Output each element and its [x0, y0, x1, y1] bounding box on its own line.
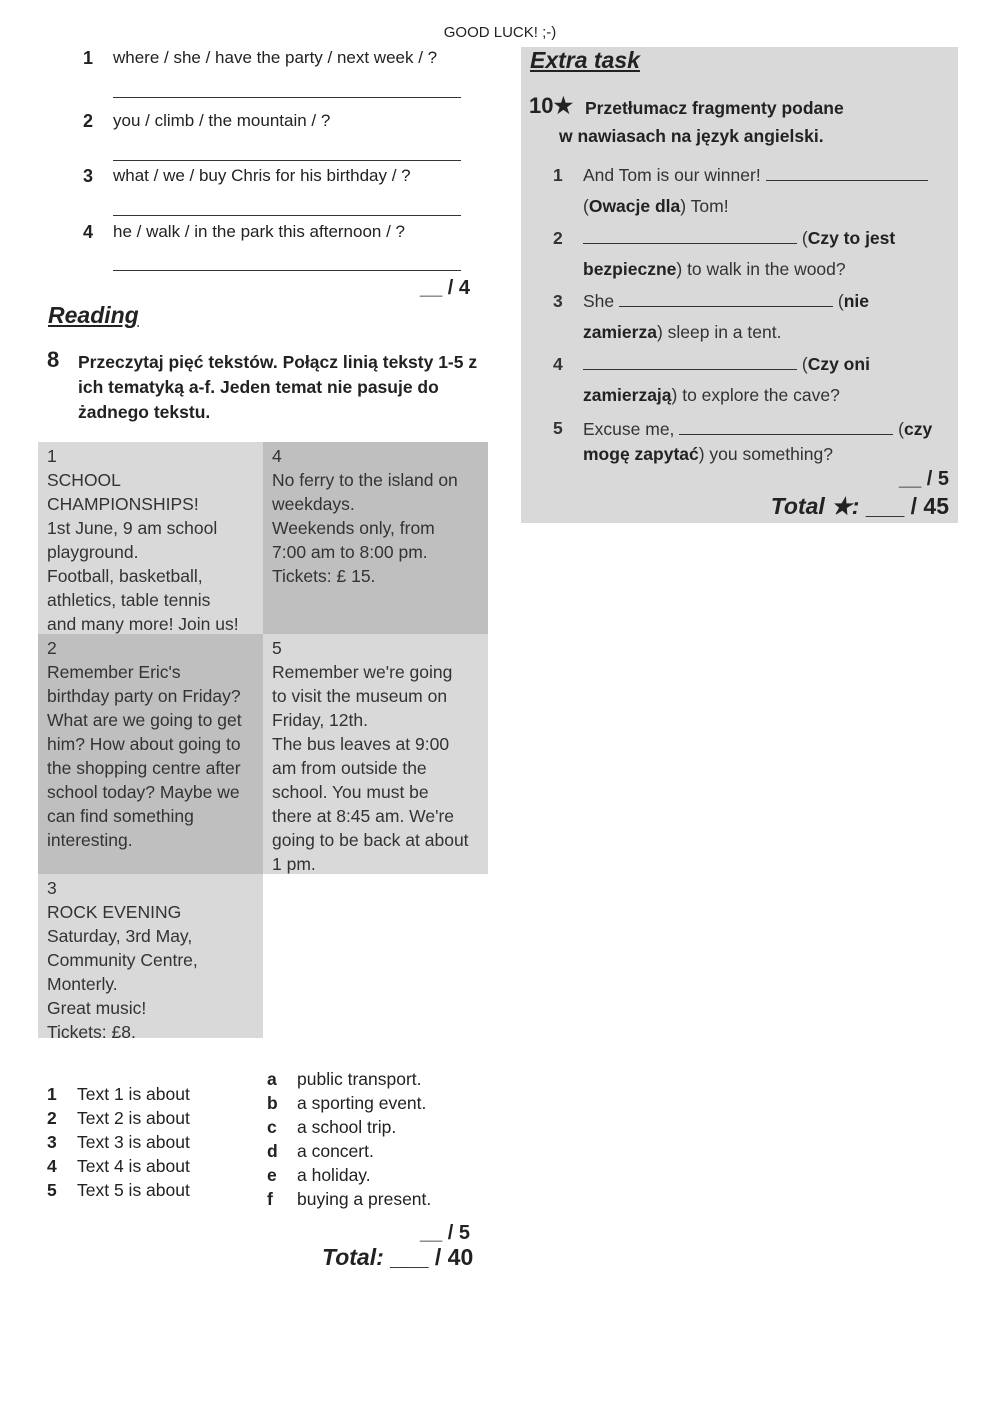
text-line: Remember we're going	[272, 662, 453, 682]
item-text: (	[797, 228, 808, 248]
task-number: 10	[529, 93, 554, 118]
text-line: The bus leaves at 9:00	[272, 734, 450, 754]
total-label: Total ★:	[770, 493, 860, 519]
text-line: athletics, table tennis	[47, 590, 211, 610]
text-box-3	[38, 874, 263, 1042]
item-text: ) you something?	[698, 444, 833, 464]
match-number: 3	[47, 1132, 57, 1152]
match-row-2	[47, 1108, 190, 1129]
polish-phrase: zamierzają	[583, 385, 672, 405]
item-text: ) Tom!	[680, 196, 729, 216]
text-box-5	[263, 634, 488, 874]
polish-phrase: Czy oni	[807, 354, 870, 374]
task-number-10	[529, 93, 573, 119]
option-a	[267, 1069, 422, 1090]
answer-blank[interactable]	[583, 351, 797, 370]
option-letter: c	[267, 1117, 277, 1137]
item-number: 5	[553, 418, 563, 438]
polish-phrase: mogę zapytać	[583, 444, 699, 464]
option-text: a concert.	[297, 1141, 374, 1161]
text-line: to visit the museum on	[272, 686, 448, 706]
item-text: Excuse me,	[583, 419, 680, 439]
extra-item-1	[553, 160, 953, 224]
extra-task-panel	[521, 47, 958, 523]
score-task-10: __ / 5	[898, 468, 949, 490]
answer-line[interactable]	[113, 270, 461, 271]
text-line: Friday, 12th.	[272, 710, 368, 730]
extra-item-5	[553, 413, 953, 469]
text-line: can find something	[47, 806, 194, 826]
total-label: Total:	[322, 1244, 384, 1270]
score-task-8: __ / 5	[419, 1222, 470, 1244]
match-text: Text 1 is about	[77, 1084, 190, 1104]
text-line: him? How about going to	[47, 734, 241, 754]
text-line: What are we going to get	[47, 710, 242, 730]
option-b	[267, 1093, 426, 1114]
match-text: Text 5 is about	[77, 1180, 190, 1200]
text-line: going to be back at about	[272, 830, 469, 850]
text-line: CHAMPIONSHIPS!	[47, 494, 199, 514]
item-text: (	[833, 291, 844, 311]
text-line: school today? Maybe we	[47, 782, 240, 802]
question-number: 1	[83, 48, 94, 68]
text-line: No ferry to the island on	[272, 470, 458, 490]
text-line: am from outside the	[272, 758, 427, 778]
text-line: 7:00 am to 8:00 pm.	[272, 542, 428, 562]
extra-item-3	[553, 286, 953, 350]
question-text: he / walk / in the park this afternoon / ?	[113, 222, 405, 241]
text-line: Saturday, 3rd May,	[47, 926, 193, 946]
answer-line[interactable]	[113, 215, 461, 216]
extra-item-4	[553, 349, 953, 413]
match-row-4	[47, 1156, 190, 1177]
item-text: ) sleep in a tent.	[656, 322, 782, 342]
text-number: 4	[272, 446, 282, 466]
text-box-2	[38, 634, 263, 874]
option-text: a sporting event.	[297, 1093, 427, 1113]
star-icon: ★	[553, 93, 574, 118]
option-letter: a	[267, 1069, 277, 1089]
option-text: public transport.	[297, 1069, 422, 1089]
polish-phrase: zamierza	[583, 322, 657, 342]
answer-blank[interactable]	[679, 416, 893, 435]
text-line: Community Centre,	[47, 950, 198, 970]
item-text: (	[583, 196, 589, 216]
match-text: Text 3 is about	[77, 1132, 190, 1152]
item-number: 2	[553, 228, 563, 248]
text-box-1	[38, 442, 263, 634]
item-text: And Tom is our winner!	[583, 165, 766, 185]
match-row-1	[47, 1084, 190, 1105]
question-text: where / she / have the party / next week / ?	[113, 48, 438, 67]
polish-phrase: Czy to jest	[807, 228, 896, 248]
item-text: (	[797, 354, 808, 374]
option-d	[267, 1141, 374, 1162]
text-line: Tickets: £ 15.	[272, 566, 376, 586]
text-line: Tickets: £8.	[47, 1022, 136, 1042]
item-text: ) to explore the cave?	[671, 385, 840, 405]
item-text: (	[893, 419, 904, 439]
polish-phrase: Owacje dla	[588, 196, 681, 216]
text-line: Football, basketball,	[47, 566, 203, 586]
answer-blank[interactable]	[619, 288, 833, 307]
match-text: Text 2 is about	[77, 1108, 190, 1128]
item-text: She	[583, 291, 619, 311]
polish-phrase: bezpieczne	[583, 259, 677, 279]
text-line: the shopping centre after	[47, 758, 241, 778]
match-text: Text 4 is about	[77, 1156, 190, 1176]
match-row-5	[47, 1180, 190, 1201]
extra-instruction-line-1: Przetłumacz fragmenty podane	[585, 98, 844, 118]
answer-blank[interactable]	[583, 225, 797, 244]
match-number: 2	[47, 1108, 57, 1128]
reading-instruction: Przeczytaj pięć tekstów. Połącz linią teksty 1-5 z ich tematyką a-f. Jeden temat nie pasuje do żadnego tekstu.	[78, 352, 478, 422]
option-e	[267, 1165, 371, 1186]
text-line: birthday party on Friday?	[47, 686, 241, 706]
text-line: interesting.	[47, 830, 133, 850]
extra-item-2	[553, 223, 953, 287]
text-line: school. You must be	[272, 782, 429, 802]
question-number: 4	[83, 222, 94, 242]
answer-line[interactable]	[113, 97, 461, 98]
item-number: 3	[553, 291, 563, 311]
page-header: GOOD LUCK! ;-)	[443, 24, 557, 41]
item-text: ) to walk in the wood?	[676, 259, 846, 279]
text-number: 3	[47, 878, 57, 898]
question-number: 3	[83, 166, 94, 186]
extra-total-row	[771, 493, 949, 520]
score-task-7: __ / 4	[419, 277, 470, 299]
text-number: 1	[47, 446, 57, 466]
match-number: 4	[47, 1156, 57, 1176]
text-line: ROCK EVENING	[47, 902, 182, 922]
text-line: weekdays.	[272, 494, 355, 514]
question-number: 2	[83, 111, 94, 131]
option-text: a holiday.	[297, 1165, 371, 1185]
text-number: 2	[47, 638, 57, 658]
extra-task-title: Extra task	[530, 47, 640, 73]
polish-phrase: nie	[843, 291, 869, 311]
option-f	[267, 1189, 431, 1210]
match-number: 1	[47, 1084, 57, 1104]
item-number: 1	[553, 165, 563, 185]
text-line: playground.	[47, 542, 139, 562]
text-line: 1st June, 9 am school	[47, 518, 218, 538]
task-number-8: 8	[47, 347, 60, 372]
extra-instruction-line-2: w nawiasach na język angielski.	[559, 126, 824, 146]
question-text: what / we / buy Chris for his birthday / ?	[113, 166, 411, 185]
match-number: 5	[47, 1180, 57, 1200]
total-value: ___ / 40	[390, 1244, 474, 1270]
text-box-4	[263, 442, 488, 634]
text-line: there at 8:45 am. We're	[272, 806, 454, 826]
match-row-3	[47, 1132, 190, 1153]
option-letter: f	[267, 1189, 273, 1209]
option-letter: b	[267, 1093, 278, 1113]
polish-phrase: czy	[904, 419, 933, 439]
text-number: 5	[272, 638, 282, 658]
question-text: you / climb / the mountain / ?	[113, 111, 331, 130]
text-line: Monterly.	[47, 974, 118, 994]
total-row	[322, 1244, 473, 1271]
total-value: ___ / 45	[865, 493, 949, 519]
text-line: 1 pm.	[272, 854, 316, 874]
text-line: Great music!	[47, 998, 147, 1018]
reading-title: Reading	[48, 302, 139, 328]
option-c	[267, 1117, 396, 1138]
option-letter: d	[267, 1141, 278, 1161]
text-line: and many more! Join us!	[47, 614, 239, 634]
answer-blank[interactable]	[766, 162, 928, 181]
option-letter: e	[267, 1165, 277, 1185]
option-text: buying a present.	[297, 1189, 432, 1209]
text-line: SCHOOL	[47, 470, 121, 490]
text-line: Weekends only, from	[272, 518, 435, 538]
answer-line[interactable]	[113, 160, 461, 161]
option-text: a school trip.	[297, 1117, 397, 1137]
item-number: 4	[553, 354, 563, 374]
text-line: Remember Eric's	[47, 662, 181, 682]
